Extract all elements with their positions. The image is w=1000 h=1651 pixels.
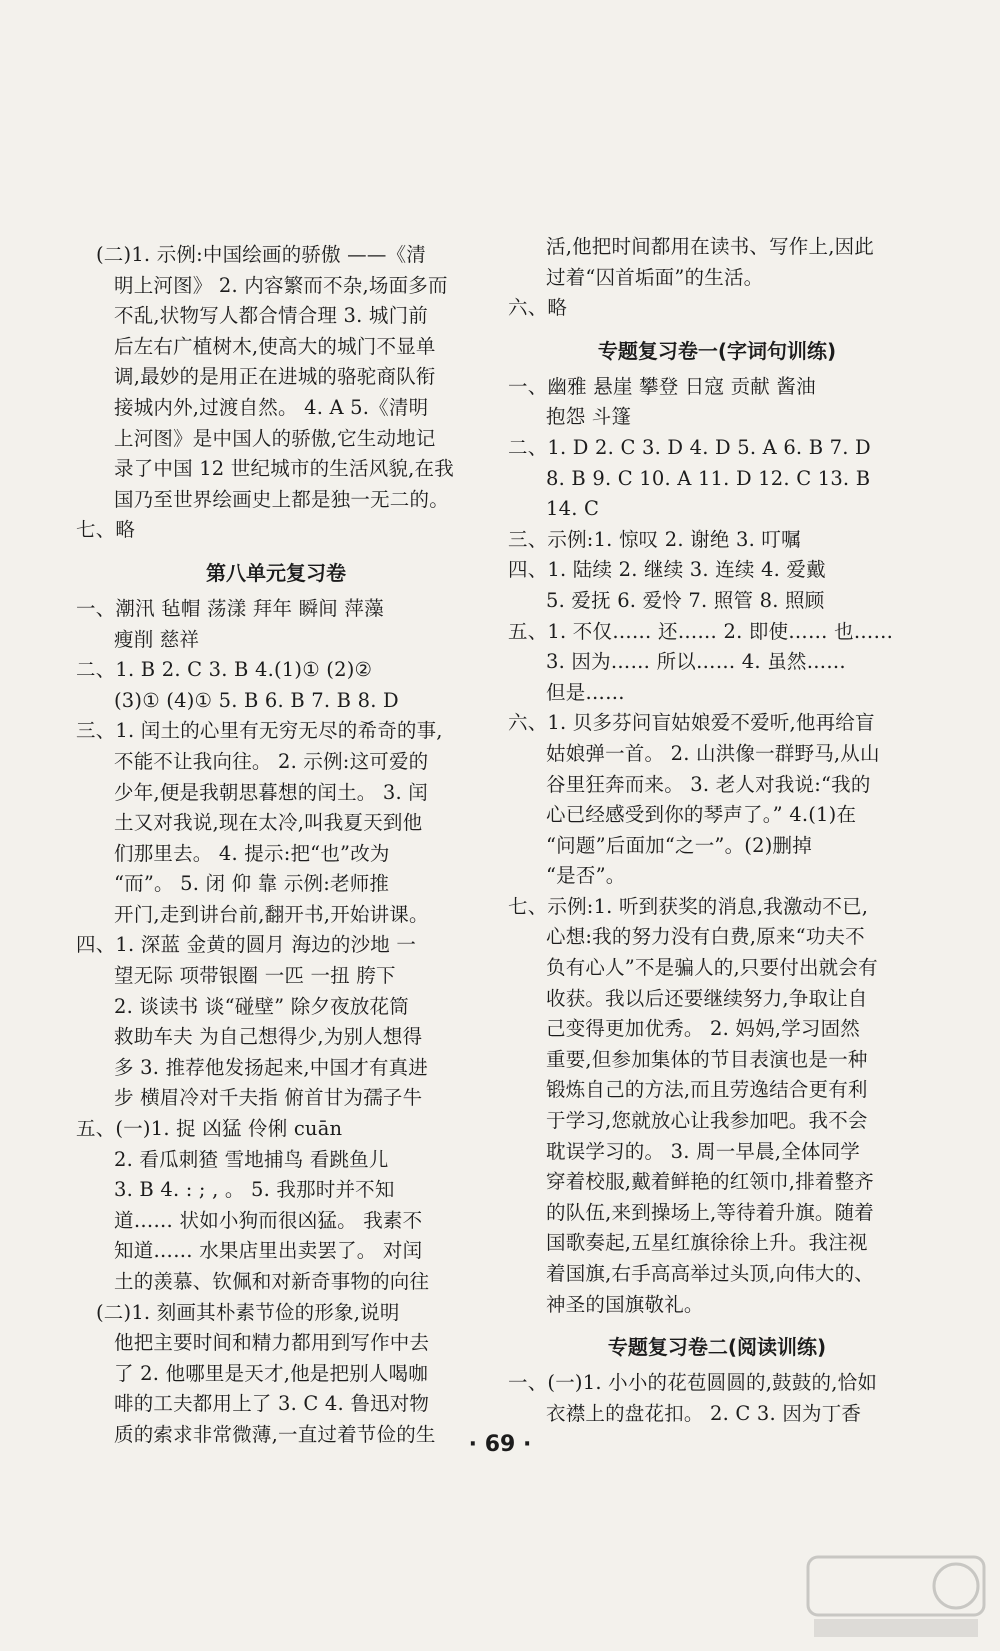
answer-line: 五、(一)1. 捉 凶猛 伶俐 cuān — [76, 1117, 343, 1141]
answer-line: 了 2. 他哪里是天才,他是把别人喝咖 — [114, 1361, 429, 1385]
answer-line: 少年,便是我朝思暮想的闰土。 3. 闰 — [114, 780, 429, 804]
answer-line: 国歌奏起,五星红旗徐徐上升。我注视 — [546, 1231, 868, 1255]
answer-line: 接城内外,过渡自然。 4. A 5.《清明 — [114, 395, 429, 419]
topic-review-2-answers — [508, 1368, 926, 1429]
left-column — [76, 240, 476, 1451]
answer-line: 们那里去。 4. 提示:把“也”改为 — [114, 841, 390, 865]
answer-line: 心想:我的努力没有白费,原来“功夫不 — [546, 925, 865, 949]
answer-line: 3. 因为…… 所以…… 4. 虽然…… — [546, 650, 847, 674]
answer-line: 明上河图》 2. 内容繁而不杂,场面多而 — [114, 273, 448, 297]
answer-line: 3. B 4. : ; , 。 5. 我那时并不知 — [114, 1178, 395, 1202]
answer-line: 一、(一)1. 小小的花苞圆圆的,鼓鼓的,恰如 — [508, 1371, 878, 1395]
answer-line: 三、1. 闰土的心里有无穷无尽的希奇的事, — [76, 719, 443, 743]
answer-line: (二)1. 示例:中国绘画的骄傲 ——《清 — [96, 243, 426, 266]
topic-review-1-answers — [508, 372, 926, 1320]
answer-line: 他把主要时间和精力都用到写作中去 — [114, 1331, 430, 1355]
answer-line: 锻炼自己的方法,而且劳逸结合更有利 — [546, 1078, 868, 1102]
topic-review-1-heading: 专题复习卷一(字词句训练) — [597, 338, 837, 363]
answer-line: 活,他把时间都用在读书、写作上,因此 — [546, 235, 874, 258]
answer-line: 七、示例:1. 听到获奖的消息,我激动不已, — [508, 894, 869, 918]
answer-line: 重要,但参加集体的节目表演也是一种 — [546, 1047, 868, 1071]
answer-line: 2. 谈读书 谈“碰壁” 除夕夜放花筒 — [114, 994, 409, 1018]
answer-line: 一、潮汛 毡帽 荡漾 拜年 瞬间 萍藻 — [76, 596, 384, 620]
answer-line: 五、1. 不仅…… 还…… 2. 即使…… 也…… — [508, 619, 894, 643]
answer-line: 多 3. 推荐他发扬起来,中国才有真进 — [114, 1055, 429, 1079]
answer-line: 己变得更加优秀。 2. 妈妈,学习固然 — [546, 1017, 861, 1041]
answer-line: 收获。我以后还要继续努力,争取让自 — [546, 986, 868, 1010]
answer-line: 二、1. B 2. C 3. B 4.(1)① (2)② — [76, 658, 373, 682]
answer-line: 抱怨 斗篷 — [546, 405, 632, 429]
answer-line: “而”。 5. 闭 仰 靠 示例:老师推 — [114, 872, 390, 896]
answer-line: 后左右广植树木,使高大的城门不显单 — [114, 334, 436, 358]
answer-line: 心已经感受到你的琴声了。” 4.(1)在 — [546, 803, 857, 827]
answer-line: “问题”后面加“之一”。(2)删掉 — [546, 833, 812, 857]
answer-line: 不乱,状物写人都合情合理 3. 城门前 — [114, 304, 429, 328]
unit8-review-heading: 第八单元复习卷 — [206, 560, 346, 585]
answer-line: 神圣的国旗敬礼。 — [546, 1292, 704, 1316]
answer-line: 穿着校服,戴着鲜艳的红领巾,排着整齐 — [546, 1170, 874, 1194]
answer-line: (二)1. 刻画其朴素节俭的形象,说明 — [96, 1300, 400, 1324]
unit8-answer-block — [76, 594, 476, 1451]
answer-line: 土又对我说,现在太冷,叫我夏天到他 — [114, 811, 423, 835]
answer-line: 负有心人”不是骗人的,只要付出就会有 — [546, 956, 878, 980]
answer-line: 14. C — [546, 497, 600, 521]
answer-line: 国乃至世界绘画史上都是独一无二的。 — [114, 487, 449, 511]
right-answer-block — [508, 232, 926, 324]
answer-line: 土的羡慕、钦佩和对新奇事物的向往 — [114, 1270, 430, 1293]
answer-line: 不能不让我向往。 2. 示例:这可爱的 — [114, 749, 429, 773]
answer-line: 啡的工夫都用上了 3. C 4. 鲁迅对物 — [114, 1392, 430, 1416]
answer-line: 调,最妙的是用正在进城的骆驼商队衔 — [114, 365, 436, 389]
answer-line: 瘦削 慈祥 — [114, 627, 200, 651]
watermark-logo — [806, 1555, 986, 1641]
answer-line: 姑娘弹一首。 2. 山洪像一群野马,从山 — [546, 741, 880, 765]
answer-line: 质的索求非常微薄,一直过着节俭的生 — [114, 1422, 436, 1446]
page-number: · 69 · — [468, 1432, 532, 1457]
answer-line: 一、幽雅 悬崖 攀登 日寇 贡献 酱油 — [508, 374, 816, 398]
answer-line: (3)① (4)① 5. B 6. B 7. B 8. D — [114, 688, 399, 712]
answer-line: 8. B 9. C 10. A 11. D 12. C 13. B — [546, 466, 871, 490]
answer-line: 于学习,您就放心让我参加吧。我不会 — [546, 1109, 868, 1133]
answer-line: 耽误学习的。 3. 周一早晨,全体同学 — [546, 1139, 861, 1163]
answer-line: 六、略 — [508, 296, 568, 320]
answer-line: 步 横眉冷对千夫指 俯首甘为孺子牛 — [114, 1086, 423, 1110]
answer-line: 救助车夫 为自己想得少,为别人想得 — [114, 1025, 423, 1049]
answer-line: 衣襟上的盘花扣。 2. C 3. 因为丁香 — [546, 1401, 862, 1425]
topic-review-2-heading: 专题复习卷二(阅读训练) — [607, 1335, 827, 1360]
answer-line: 三、示例:1. 惊叹 2. 谢绝 3. 叮嘱 — [508, 527, 801, 551]
answer-line: 六、1. 贝多芬问盲姑娘爱不爱听,他再给盲 — [508, 711, 875, 735]
answer-line: 2. 看瓜刺猹 雪地捕鸟 看跳鱼儿 — [114, 1147, 389, 1171]
answer-line: 的队伍,来到操场上,等待着升旗。随着 — [546, 1200, 874, 1224]
answer-line: 开门,走到讲台前,翻开书,开始讲课。 — [114, 902, 429, 926]
answer-line: 知道…… 水果店里出卖罢了。 对闰 — [114, 1239, 423, 1263]
answer-line: 着国旗,右手高高举过头顶,向伟大的、 — [546, 1262, 874, 1285]
answer-line: “是否”。 — [546, 864, 626, 888]
right-column — [508, 232, 926, 1429]
answer-line: 过着“囚首垢面”的生活。 — [546, 265, 764, 289]
answer-line: 四、1. 深蓝 金黄的圆月 海边的沙地 一 — [76, 933, 417, 957]
answer-line: 谷里狂奔而来。 3. 老人对我说:“我的 — [546, 772, 871, 796]
answer-line: 道…… 状如小狗而很凶猛。 我素不 — [114, 1208, 423, 1232]
answer-line: 上河图》是中国人的骄傲,它生动地记 — [114, 426, 436, 450]
answer-line: 二、1. D 2. C 3. D 4. D 5. A 6. B 7. D — [508, 435, 871, 459]
answer-line: 但是…… — [546, 680, 625, 704]
answer-line: 5. 爱抚 6. 爱怜 7. 照管 8. 照顾 — [546, 588, 825, 612]
answer-line: 录了中国 12 世纪城市的生活风貌,在我 — [114, 457, 454, 481]
answer-line: 望无际 项带银圈 一匹 一扭 胯下 — [114, 964, 396, 988]
left-answer-block — [76, 240, 476, 546]
answer-line: 七、略 — [76, 518, 136, 542]
answer-line: 四、1. 陆续 2. 继续 3. 连续 4. 爱戴 — [508, 558, 826, 582]
